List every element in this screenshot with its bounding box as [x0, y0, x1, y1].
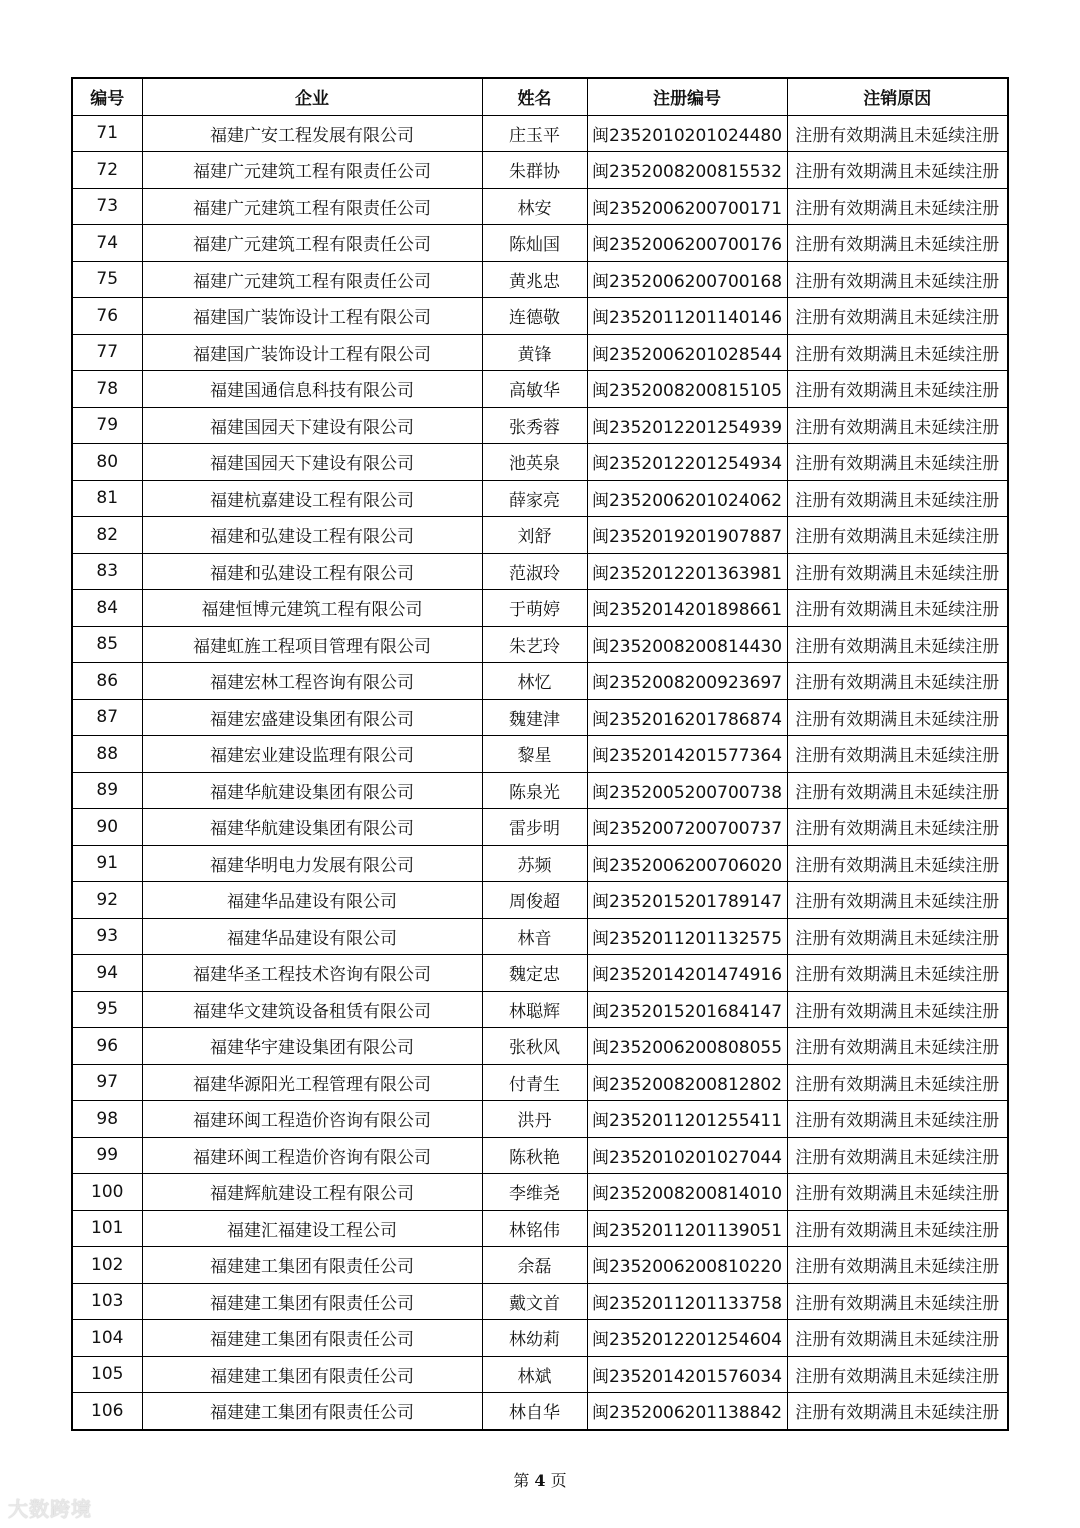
- table-row: [72, 590, 1008, 627]
- cell-reason: 注册有效期满且未延续注册: [787, 1247, 1008, 1284]
- footer-suffix: 页: [550, 1471, 567, 1490]
- cell-company: 福建华源阳光工程管理有限公司: [142, 1064, 482, 1101]
- watermark-logo: 大数跨境: [8, 1497, 92, 1521]
- cell-company: 福建宏林工程咨询有限公司: [142, 663, 482, 700]
- cell-reason: 注册有效期满且未延续注册: [787, 1283, 1008, 1320]
- cell-name: 庄玉平: [482, 115, 587, 152]
- table-row: [72, 115, 1008, 152]
- cell-registration-number: 闽2352005200700738: [587, 772, 787, 809]
- cell-registration-number: 闽2352008200812802: [587, 1064, 787, 1101]
- header-name: 姓名: [482, 78, 587, 115]
- table-row: [72, 334, 1008, 371]
- table-row: [72, 1064, 1008, 1101]
- cell-name: 戴文首: [482, 1283, 587, 1320]
- cell-company: 福建和弘建设工程有限公司: [142, 517, 482, 554]
- cell-reason: 注册有效期满且未延续注册: [787, 663, 1008, 700]
- cell-reason: 注册有效期满且未延续注册: [787, 334, 1008, 371]
- cell-name: 陈秋艳: [482, 1137, 587, 1174]
- cell-reason: 注册有效期满且未延续注册: [787, 809, 1008, 846]
- cell-reason: 注册有效期满且未延续注册: [787, 371, 1008, 408]
- table-row: [72, 809, 1008, 846]
- cell-number: 75: [72, 261, 142, 298]
- cell-registration-number: 闽2352011201139051: [587, 1210, 787, 1247]
- cell-company: 福建华品建设有限公司: [142, 918, 482, 955]
- cell-name: 范淑玲: [482, 553, 587, 590]
- cell-name: 黄兆忠: [482, 261, 587, 298]
- cell-reason: 注册有效期满且未延续注册: [787, 261, 1008, 298]
- cell-registration-number: 闽2352006200700171: [587, 188, 787, 225]
- cell-registration-number: 闽2352006200810220: [587, 1247, 787, 1284]
- cell-number: 98: [72, 1101, 142, 1138]
- cell-company: 福建华航建设集团有限公司: [142, 772, 482, 809]
- cell-number: 83: [72, 553, 142, 590]
- cell-company: 福建广安工程发展有限公司: [142, 115, 482, 152]
- table-row: [72, 261, 1008, 298]
- cell-number: 80: [72, 444, 142, 481]
- cell-name: 林自华: [482, 1393, 587, 1430]
- cell-number: 96: [72, 1028, 142, 1065]
- cell-company: 福建环闽工程造价咨询有限公司: [142, 1101, 482, 1138]
- cell-reason: 注册有效期满且未延续注册: [787, 955, 1008, 992]
- cell-reason: 注册有效期满且未延续注册: [787, 1174, 1008, 1211]
- cell-name: 李维尧: [482, 1174, 587, 1211]
- table-row: [72, 991, 1008, 1028]
- cell-reason: 注册有效期满且未延续注册: [787, 1028, 1008, 1065]
- cell-reason: 注册有效期满且未延续注册: [787, 845, 1008, 882]
- cell-registration-number: 闽2352016201786874: [587, 699, 787, 736]
- cell-name: 周俊超: [482, 882, 587, 919]
- table-row: [72, 1210, 1008, 1247]
- table-row: [72, 845, 1008, 882]
- table-row: [72, 553, 1008, 590]
- cell-reason: 注册有效期满且未延续注册: [787, 225, 1008, 262]
- cell-registration-number: 闽2352011201132575: [587, 918, 787, 955]
- table-row: [72, 1393, 1008, 1430]
- cell-number: 91: [72, 845, 142, 882]
- cell-name: 朱群协: [482, 152, 587, 189]
- cell-name: 魏建津: [482, 699, 587, 736]
- cell-reason: 注册有效期满且未延续注册: [787, 1064, 1008, 1101]
- table-row: [72, 955, 1008, 992]
- table-row: [72, 298, 1008, 335]
- cell-company: 福建辉航建设工程有限公司: [142, 1174, 482, 1211]
- cell-number: 105: [72, 1356, 142, 1393]
- cell-name: 张秋风: [482, 1028, 587, 1065]
- cell-number: 87: [72, 699, 142, 736]
- table-row: [72, 1174, 1008, 1211]
- cell-name: 林聪辉: [482, 991, 587, 1028]
- table-row: [72, 407, 1008, 444]
- cell-registration-number: 闽2352008200815532: [587, 152, 787, 189]
- cell-number: 84: [72, 590, 142, 627]
- cell-name: 林安: [482, 188, 587, 225]
- cell-company: 福建恒博元建筑工程有限公司: [142, 590, 482, 627]
- table-row: [72, 1356, 1008, 1393]
- cell-company: 福建虹旌工程项目管理有限公司: [142, 626, 482, 663]
- cell-company: 福建华航建设集团有限公司: [142, 809, 482, 846]
- table-row: [72, 152, 1008, 189]
- cell-reason: 注册有效期满且未延续注册: [787, 152, 1008, 189]
- cell-registration-number: 闽2352008200814010: [587, 1174, 787, 1211]
- cell-registration-number: 闽2352008200923697: [587, 663, 787, 700]
- cell-registration-number: 闽2352008200814430: [587, 626, 787, 663]
- cell-number: 81: [72, 480, 142, 517]
- page-footer: [0, 1468, 1080, 1491]
- cell-company: 福建宏盛建设集团有限公司: [142, 699, 482, 736]
- table-row: [72, 626, 1008, 663]
- cell-name: 黎星: [482, 736, 587, 773]
- cell-registration-number: 闽2352015201684147: [587, 991, 787, 1028]
- cell-number: 88: [72, 736, 142, 773]
- cell-number: 74: [72, 225, 142, 262]
- cell-registration-number: 闽2352014201474916: [587, 955, 787, 992]
- cell-company: 福建华圣工程技术咨询有限公司: [142, 955, 482, 992]
- table-row: [72, 918, 1008, 955]
- cell-number: 106: [72, 1393, 142, 1430]
- cell-reason: 注册有效期满且未延续注册: [787, 188, 1008, 225]
- cell-name: 余磊: [482, 1247, 587, 1284]
- cell-number: 92: [72, 882, 142, 919]
- cell-company: 福建广元建筑工程有限责任公司: [142, 152, 482, 189]
- cell-reason: 注册有效期满且未延续注册: [787, 699, 1008, 736]
- cell-company: 福建国通信息科技有限公司: [142, 371, 482, 408]
- cell-number: 72: [72, 152, 142, 189]
- cell-number: 102: [72, 1247, 142, 1284]
- cell-number: 89: [72, 772, 142, 809]
- cell-name: 林忆: [482, 663, 587, 700]
- table-row: [72, 772, 1008, 809]
- table-row: [72, 517, 1008, 554]
- cell-company: 福建建工集团有限责任公司: [142, 1393, 482, 1430]
- cell-registration-number: 闽2352008200815105: [587, 371, 787, 408]
- cell-name: 陈灿国: [482, 225, 587, 262]
- cell-number: 97: [72, 1064, 142, 1101]
- table-row: [72, 1101, 1008, 1138]
- cell-company: 福建和弘建设工程有限公司: [142, 553, 482, 590]
- cell-number: 90: [72, 809, 142, 846]
- cell-name: 苏频: [482, 845, 587, 882]
- cell-registration-number: 闽2352006201028544: [587, 334, 787, 371]
- cell-reason: 注册有效期满且未延续注册: [787, 991, 1008, 1028]
- cell-name: 魏定忠: [482, 955, 587, 992]
- cell-company: 福建建工集团有限责任公司: [142, 1320, 482, 1357]
- table-row: [72, 480, 1008, 517]
- cell-reason: 注册有效期满且未延续注册: [787, 115, 1008, 152]
- table-row: [72, 1283, 1008, 1320]
- cell-reason: 注册有效期满且未延续注册: [787, 918, 1008, 955]
- table-body: [72, 115, 1008, 1430]
- cell-number: 103: [72, 1283, 142, 1320]
- cell-company: 福建汇福建设工程公司: [142, 1210, 482, 1247]
- cell-registration-number: 闽2352012201363981: [587, 553, 787, 590]
- cell-registration-number: 闽2352012201254604: [587, 1320, 787, 1357]
- cell-company: 福建宏业建设监理有限公司: [142, 736, 482, 773]
- header-company: 企业: [142, 78, 482, 115]
- table-row: [72, 371, 1008, 408]
- table-row: [72, 663, 1008, 700]
- cell-company: 福建杭嘉建设工程有限公司: [142, 480, 482, 517]
- cell-registration-number: 闽2352012201254939: [587, 407, 787, 444]
- cell-reason: 注册有效期满且未延续注册: [787, 407, 1008, 444]
- cell-company: 福建广元建筑工程有限责任公司: [142, 261, 482, 298]
- cell-registration-number: 闽2352006201024062: [587, 480, 787, 517]
- page-number: 4: [534, 1471, 546, 1490]
- cell-reason: 注册有效期满且未延续注册: [787, 626, 1008, 663]
- cell-company: 福建建工集团有限责任公司: [142, 1356, 482, 1393]
- cell-reason: 注册有效期满且未延续注册: [787, 1137, 1008, 1174]
- cell-number: 95: [72, 991, 142, 1028]
- cell-name: 连德敬: [482, 298, 587, 335]
- cell-reason: 注册有效期满且未延续注册: [787, 1393, 1008, 1430]
- cell-name: 于萌婷: [482, 590, 587, 627]
- table-row: [72, 1137, 1008, 1174]
- cell-name: 雷步明: [482, 809, 587, 846]
- cell-name: 黄锋: [482, 334, 587, 371]
- cell-number: 94: [72, 955, 142, 992]
- cell-company: 福建国广装饰设计工程有限公司: [142, 334, 482, 371]
- cell-name: 林音: [482, 918, 587, 955]
- cell-reason: 注册有效期满且未延续注册: [787, 298, 1008, 335]
- table-row: [72, 736, 1008, 773]
- table-row: [72, 444, 1008, 481]
- cell-company: 福建国广装饰设计工程有限公司: [142, 298, 482, 335]
- cell-company: 福建国园天下建设有限公司: [142, 407, 482, 444]
- cell-name: 高敏华: [482, 371, 587, 408]
- table-row: [72, 1028, 1008, 1065]
- table-row: [72, 225, 1008, 262]
- cell-number: 82: [72, 517, 142, 554]
- cell-number: 78: [72, 371, 142, 408]
- cell-number: 71: [72, 115, 142, 152]
- cell-registration-number: 闽2352011201255411: [587, 1101, 787, 1138]
- header-registration-number: 注册编号: [587, 78, 787, 115]
- cell-reason: 注册有效期满且未延续注册: [787, 444, 1008, 481]
- cell-number: 86: [72, 663, 142, 700]
- cell-reason: 注册有效期满且未延续注册: [787, 590, 1008, 627]
- cell-name: 池英泉: [482, 444, 587, 481]
- cell-company: 福建广元建筑工程有限责任公司: [142, 225, 482, 262]
- cell-number: 73: [72, 188, 142, 225]
- cell-reason: 注册有效期满且未延续注册: [787, 1356, 1008, 1393]
- header-reason: 注销原因: [787, 78, 1008, 115]
- cell-reason: 注册有效期满且未延续注册: [787, 480, 1008, 517]
- table-row: [72, 1320, 1008, 1357]
- cell-number: 77: [72, 334, 142, 371]
- cell-registration-number: 闽2352014201898661: [587, 590, 787, 627]
- cell-company: 福建广元建筑工程有限责任公司: [142, 188, 482, 225]
- cell-name: 林铭伟: [482, 1210, 587, 1247]
- cell-name: 林幼莉: [482, 1320, 587, 1357]
- table-row: [72, 1247, 1008, 1284]
- cell-reason: 注册有效期满且未延续注册: [787, 772, 1008, 809]
- cell-name: 付青生: [482, 1064, 587, 1101]
- cell-reason: 注册有效期满且未延续注册: [787, 1320, 1008, 1357]
- cell-registration-number: 闽2352006201138842: [587, 1393, 787, 1430]
- cell-registration-number: 闽2352014201577364: [587, 736, 787, 773]
- cell-registration-number: 闽2352019201907887: [587, 517, 787, 554]
- cell-name: 洪丹: [482, 1101, 587, 1138]
- cell-number: 100: [72, 1174, 142, 1211]
- cell-name: 林斌: [482, 1356, 587, 1393]
- cell-company: 福建华品建设有限公司: [142, 882, 482, 919]
- table-row: [72, 882, 1008, 919]
- cell-number: 101: [72, 1210, 142, 1247]
- cell-number: 79: [72, 407, 142, 444]
- cell-name: 陈泉光: [482, 772, 587, 809]
- cell-number: 85: [72, 626, 142, 663]
- deregistration-table: [71, 77, 1009, 1431]
- cell-name: 薛家亮: [482, 480, 587, 517]
- cell-registration-number: 闽2352006200706020: [587, 845, 787, 882]
- cell-registration-number: 闽2352010201024480: [587, 115, 787, 152]
- cell-reason: 注册有效期满且未延续注册: [787, 1210, 1008, 1247]
- table-header-row: [72, 78, 1008, 115]
- header-number: 编号: [72, 78, 142, 115]
- cell-reason: 注册有效期满且未延续注册: [787, 736, 1008, 773]
- cell-company: 福建环闽工程造价咨询有限公司: [142, 1137, 482, 1174]
- cell-registration-number: 闽2352007200700737: [587, 809, 787, 846]
- cell-company: 福建华文建筑设备租赁有限公司: [142, 991, 482, 1028]
- cell-company: 福建华宇建设集团有限公司: [142, 1028, 482, 1065]
- cell-company: 福建国园天下建设有限公司: [142, 444, 482, 481]
- cell-reason: 注册有效期满且未延续注册: [787, 882, 1008, 919]
- table-row: [72, 188, 1008, 225]
- table-row: [72, 699, 1008, 736]
- cell-registration-number: 闽2352006200808055: [587, 1028, 787, 1065]
- cell-reason: 注册有效期满且未延续注册: [787, 553, 1008, 590]
- cell-registration-number: 闽2352014201576034: [587, 1356, 787, 1393]
- cell-registration-number: 闽2352010201027044: [587, 1137, 787, 1174]
- cell-number: 99: [72, 1137, 142, 1174]
- footer-prefix: 第: [513, 1471, 530, 1490]
- cell-company: 福建华明电力发展有限公司: [142, 845, 482, 882]
- cell-number: 93: [72, 918, 142, 955]
- cell-company: 福建建工集团有限责任公司: [142, 1283, 482, 1320]
- cell-company: 福建建工集团有限责任公司: [142, 1247, 482, 1284]
- cell-name: 张秀蓉: [482, 407, 587, 444]
- cell-registration-number: 闽2352011201133758: [587, 1283, 787, 1320]
- cell-registration-number: 闽2352011201140146: [587, 298, 787, 335]
- cell-registration-number: 闽2352015201789147: [587, 882, 787, 919]
- cell-reason: 注册有效期满且未延续注册: [787, 1101, 1008, 1138]
- cell-registration-number: 闽2352012201254934: [587, 444, 787, 481]
- cell-name: 朱艺玲: [482, 626, 587, 663]
- cell-number: 104: [72, 1320, 142, 1357]
- cell-name: 刘舒: [482, 517, 587, 554]
- cell-reason: 注册有效期满且未延续注册: [787, 517, 1008, 554]
- cell-number: 76: [72, 298, 142, 335]
- cell-registration-number: 闽2352006200700168: [587, 261, 787, 298]
- cell-registration-number: 闽2352006200700176: [587, 225, 787, 262]
